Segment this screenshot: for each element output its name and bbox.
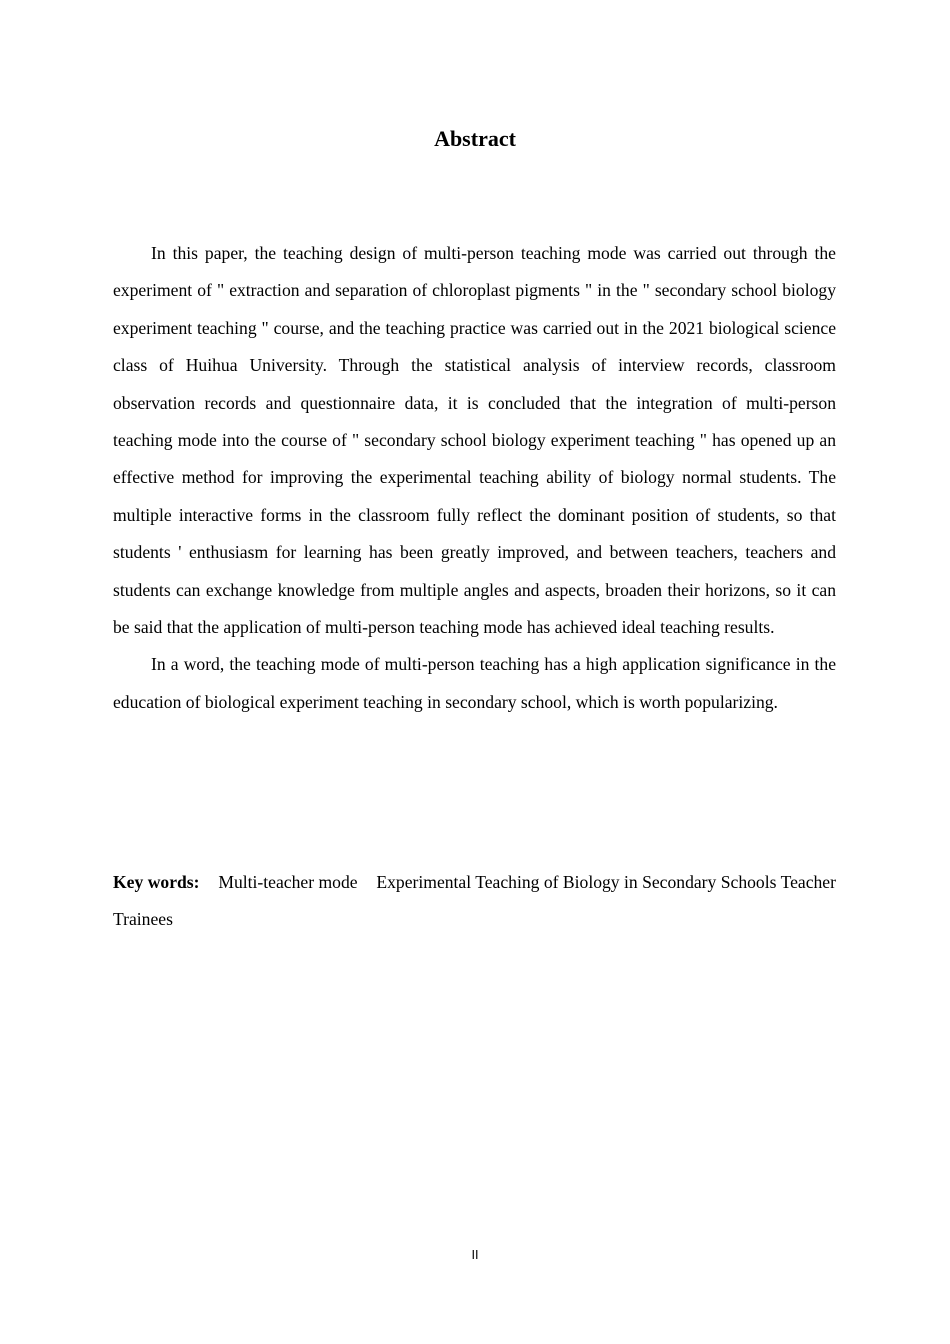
keyword-item: Multi-teacher mode xyxy=(218,872,358,892)
keyword-item: Experimental Teaching of Biology in Secondary Schools xyxy=(376,872,777,892)
keyword-item: Teacher Trainees xyxy=(113,872,836,930)
abstract-body xyxy=(113,235,836,721)
page-number: II xyxy=(471,1248,479,1262)
abstract-paragraph-1: In this paper, the teaching design of multi-person teaching mode was carried out through the experiment of " extraction and separation of chloroplast pigments " in the " secondary school biology experiment teaching " course, and the teaching practice was carried out in the 2021 biological science class of Huihua University. Through the statistical analysis of interview records, classroom observation records and questionnaire data, it is concluded that the integration of multi-person teaching mode into the course of " secondary school biology experiment teaching " has opened up an effective method for improving the experimental teaching ability of biology normal students. The multiple interactive forms in the classroom fully reflect the dominant position of students, so that students ' enthusiasm for learning has been greatly improved, and between teachers, teachers and students can exchange knowledge from multiple angles and aspects, broaden their horizons, so it can be said that the application of multi-person teaching mode has achieved ideal teaching results. xyxy=(113,243,836,638)
abstract-paragraph-2: In a word, the teaching mode of multi-person teaching has a high application significance in the education of biological experiment teaching in secondary school, which is worth popularizing. xyxy=(113,654,836,712)
page-title: Abstract xyxy=(434,126,516,151)
keywords-label: Key words: xyxy=(113,872,200,892)
keywords-section xyxy=(113,864,836,939)
